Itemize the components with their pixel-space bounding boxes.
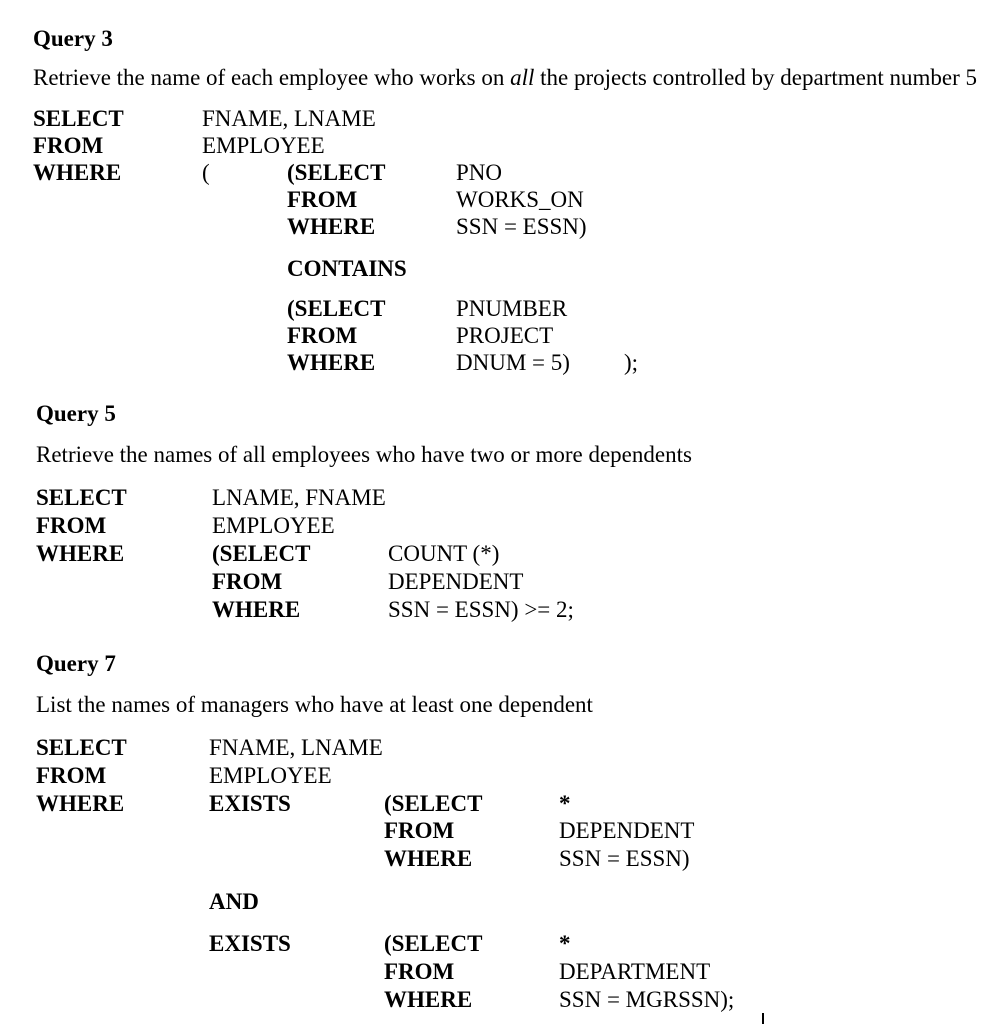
query-3-from-keyword: FROM [33, 133, 104, 158]
query-3-description-emphasis: all [510, 65, 535, 90]
query-5-sub-where-condition: SSN = ESSN) >= 2; [388, 597, 574, 622]
query-5-description: Retrieve the names of all employees who have two or more dependents [36, 442, 692, 467]
query-3-select-keyword: SELECT [33, 106, 124, 131]
query-5-from-table: EMPLOYEE [212, 513, 335, 538]
query-7-exists-keyword-2: EXISTS [209, 931, 291, 956]
query-7-and-keyword: AND [209, 889, 259, 914]
query-3-sub2-from-table: PROJECT [456, 323, 554, 348]
query-3-from-table: EMPLOYEE [202, 133, 325, 158]
query-3-sub2-from-keyword: FROM [287, 323, 358, 348]
query-5-heading: Query 5 [36, 401, 116, 426]
query-3-description-post: the projects controlled by department number 5 [534, 65, 977, 90]
query-5-sub-from-keyword: FROM [212, 569, 283, 594]
query-3-select-columns: FNAME, LNAME [202, 106, 376, 131]
query-7-sub1-from-table: DEPENDENT [559, 818, 695, 843]
query-7-sub1-where-condition: SSN = ESSN) [559, 846, 690, 871]
query-3-open-paren: ( [202, 160, 210, 185]
query-3-contains-keyword: CONTAINS [287, 256, 407, 281]
query-3-sub1-select-keyword: (SELECT [287, 160, 386, 185]
query-7-exists-keyword-1: EXISTS [209, 791, 291, 816]
query-7-sub1-from-keyword: FROM [384, 818, 455, 843]
query-3-sub2-select-keyword: (SELECT [287, 296, 386, 321]
query-7-heading: Query 7 [36, 651, 116, 676]
query-5-select-columns: LNAME, FNAME [212, 485, 386, 510]
query-7-select-columns: FNAME, LNAME [209, 735, 383, 760]
text-cursor [762, 1013, 764, 1024]
query-3-sub1-from-keyword: FROM [287, 187, 358, 212]
query-7-sub2-from-table: DEPARTMENT [559, 959, 711, 984]
query-3-heading: Query 3 [33, 26, 113, 51]
query-3-sub1-select-column: PNO [456, 160, 503, 185]
query-3-sub1-where-keyword: WHERE [287, 214, 376, 239]
query-7-select-keyword: SELECT [36, 735, 127, 760]
query-3-sub1-where-condition: SSN = ESSN) [456, 214, 587, 239]
query-3-sub2-where-condition: DNUM = 5) [456, 350, 570, 375]
query-3-sub1-from-table: WORKS_ON [456, 187, 584, 212]
query-7-sub1-select-keyword: (SELECT [384, 791, 483, 816]
query-5-sub-where-keyword: WHERE [212, 597, 301, 622]
query-5-from-keyword: FROM [36, 513, 107, 538]
query-3-where-keyword: WHERE [33, 160, 122, 185]
query-7-sub2-from-keyword: FROM [384, 959, 455, 984]
query-5-where-keyword: WHERE [36, 541, 125, 566]
query-7-sub2-select-star: * [559, 931, 571, 956]
query-7-from-table: EMPLOYEE [209, 763, 332, 788]
query-7-sub2-where-keyword: WHERE [384, 987, 473, 1012]
query-7-sub1-select-star: * [559, 791, 571, 816]
query-7-from-keyword: FROM [36, 763, 107, 788]
query-3-sub2-where-keyword: WHERE [287, 350, 376, 375]
query-3-closing: ); [624, 350, 639, 375]
query-7-sub2-where-condition: SSN = MGRSSN); [559, 987, 735, 1012]
query-7-sub1-where-keyword: WHERE [384, 846, 473, 871]
query-5-sub-from-table: DEPENDENT [388, 569, 524, 594]
query-5-select-keyword: SELECT [36, 485, 127, 510]
query-3-sub2-select-column: PNUMBER [456, 296, 568, 321]
query-3-description [33, 66, 977, 89]
query-7-where-keyword: WHERE [36, 791, 125, 816]
query-7-sub2-select-keyword: (SELECT [384, 931, 483, 956]
query-5-sub-select-keyword: (SELECT [212, 541, 311, 566]
query-3-description-pre: Retrieve the name of each employee who works on [33, 65, 511, 90]
query-7-description: List the names of managers who have at least one dependent [36, 692, 593, 717]
query-5-sub-select-expr: COUNT (*) [388, 541, 500, 566]
